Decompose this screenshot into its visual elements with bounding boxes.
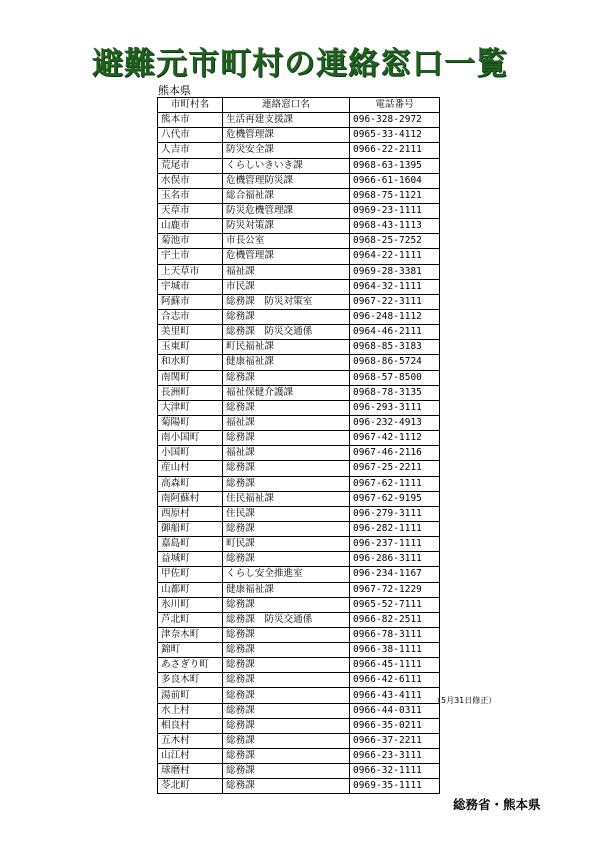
office-cell: 危機管理防災課 [223, 173, 350, 188]
table-body [158, 113, 440, 794]
page-title: 避難元市町村の連絡窓口一覧 [92, 46, 508, 82]
phone-cell: 0967-72-1229 [350, 582, 440, 597]
municipality-cell: 山江村 [158, 749, 223, 764]
office-cell: 福祉課 [223, 446, 350, 461]
municipality-cell: 五木村 [158, 733, 223, 748]
office-cell: 防災安全課 [223, 143, 350, 158]
phone-cell: 0966-23-3111 [350, 749, 440, 764]
office-cell: 健康福祉課 [223, 582, 350, 597]
table-row [158, 158, 440, 173]
table-row [158, 491, 440, 506]
table-row [158, 385, 440, 400]
municipality-cell: 錦町 [158, 643, 223, 658]
office-cell: 市民課 [223, 279, 350, 294]
table-row [158, 400, 440, 415]
municipality-cell: 山都町 [158, 582, 223, 597]
municipality-cell: 小国町 [158, 446, 223, 461]
office-cell: 福祉保健介護課 [223, 385, 350, 400]
table-row [158, 718, 440, 733]
municipality-cell: 人吉市 [158, 143, 223, 158]
table-row [158, 325, 440, 340]
municipality-cell: 美里町 [158, 325, 223, 340]
table-row [158, 643, 440, 658]
phone-cell: 0967-25-2211 [350, 461, 440, 476]
municipality-cell: 合志市 [158, 309, 223, 324]
phone-cell: 0968-75-1121 [350, 188, 440, 203]
office-cell: 総務課 [223, 749, 350, 764]
table-row [158, 764, 440, 779]
municipality-cell: あさぎり町 [158, 658, 223, 673]
office-cell: 総務課 [223, 521, 350, 536]
office-cell: 総務課 [223, 764, 350, 779]
phone-cell: 096-237-1111 [350, 537, 440, 552]
office-cell: 総務課 防災交通係 [223, 325, 350, 340]
municipality-cell: 西原村 [158, 506, 223, 521]
municipality-cell: 苓北町 [158, 779, 223, 794]
phone-cell: 0967-62-9195 [350, 491, 440, 506]
table-row [158, 703, 440, 718]
municipality-cell: 甲佐町 [158, 567, 223, 582]
table-row [158, 567, 440, 582]
office-cell: 危機管理課 [223, 249, 350, 264]
office-cell: 総務課 [223, 703, 350, 718]
table-row [158, 658, 440, 673]
table-row [158, 203, 440, 218]
table-row [158, 537, 440, 552]
office-cell: 総務課 [223, 688, 350, 703]
municipality-cell: 菊陽町 [158, 415, 223, 430]
municipality-cell: 湯前町 [158, 688, 223, 703]
municipality-cell: 氷川町 [158, 597, 223, 612]
phone-cell: 0964-32-1111 [350, 279, 440, 294]
table-row [158, 733, 440, 748]
table-row [158, 431, 440, 446]
office-cell: 総務課 [223, 309, 350, 324]
phone-cell: 096-248-1112 [350, 309, 440, 324]
column-header-office: 連絡窓口名 [223, 98, 350, 113]
table-row [158, 143, 440, 158]
footer-credit: 総務省・熊本県 [453, 797, 541, 812]
municipality-cell: 南阿蘇村 [158, 491, 223, 506]
office-cell: 総務課 [223, 658, 350, 673]
phone-cell: 0968-57-8500 [350, 370, 440, 385]
office-cell: 福祉課 [223, 264, 350, 279]
table-row [158, 173, 440, 188]
office-cell: 総務課 [223, 673, 350, 688]
municipality-cell: 熊本市 [158, 113, 223, 128]
municipality-cell: 水上村 [158, 703, 223, 718]
office-cell: 総務課 [223, 370, 350, 385]
municipality-cell: 宇城市 [158, 279, 223, 294]
phone-cell: 0967-22-3111 [350, 294, 440, 309]
phone-cell: 096-234-1167 [350, 567, 440, 582]
municipality-cell: 和水町 [158, 355, 223, 370]
office-cell: 住民課 [223, 506, 350, 521]
table-row [158, 476, 440, 491]
phone-cell: 0968-78-3135 [350, 385, 440, 400]
table-row [158, 446, 440, 461]
phone-cell: 0966-43-4111 [350, 688, 440, 703]
municipality-cell: 相良村 [158, 718, 223, 733]
phone-cell: 0968-25-7252 [350, 234, 440, 249]
office-cell: 総務課 防災対策室 [223, 294, 350, 309]
contact-table [157, 97, 440, 794]
phone-cell: 096-293-3111 [350, 400, 440, 415]
office-cell: 総務課 [223, 597, 350, 612]
municipality-cell: 産山村 [158, 461, 223, 476]
office-cell: 総務課 [223, 476, 350, 491]
office-cell: 町民課 [223, 537, 350, 552]
municipality-cell: 荒尾市 [158, 158, 223, 173]
municipality-cell: 大津町 [158, 400, 223, 415]
table-row [158, 521, 440, 536]
municipality-cell: 南関町 [158, 370, 223, 385]
phone-cell: 0968-43-1113 [350, 219, 440, 234]
table-row [158, 340, 440, 355]
table-row [158, 234, 440, 249]
office-cell: 総務課 [223, 431, 350, 446]
table-row [158, 612, 440, 627]
column-header-municipality: 市町村名 [158, 98, 223, 113]
table-row [158, 294, 440, 309]
phone-cell: 0966-78-3111 [350, 627, 440, 642]
municipality-cell: 嘉島町 [158, 537, 223, 552]
municipality-cell: 多良木町 [158, 673, 223, 688]
office-cell: 防災対策課 [223, 219, 350, 234]
office-cell: くらし安全推進室 [223, 567, 350, 582]
table-row [158, 113, 440, 128]
phone-cell: 0966-37-2211 [350, 733, 440, 748]
municipality-cell: 御船町 [158, 521, 223, 536]
phone-cell: 0964-46-2111 [350, 325, 440, 340]
phone-cell: 0965-33-4112 [350, 128, 440, 143]
table-row [158, 688, 440, 703]
phone-cell: 0966-22-2111 [350, 143, 440, 158]
office-cell: 市長公室 [223, 234, 350, 249]
revision-note: （5月31日修正） [433, 696, 497, 705]
phone-cell: 0968-63-1395 [350, 158, 440, 173]
table-row [158, 597, 440, 612]
table-row [158, 188, 440, 203]
table-row [158, 627, 440, 642]
table-row [158, 249, 440, 264]
office-cell: 生活再建支援課 [223, 113, 350, 128]
office-cell: 総務課 [223, 779, 350, 794]
table-row [158, 552, 440, 567]
phone-cell: 0966-42-6111 [350, 673, 440, 688]
phone-cell: 096-286-3111 [350, 552, 440, 567]
phone-cell: 0965-52-7111 [350, 597, 440, 612]
office-cell: 住民福祉課 [223, 491, 350, 506]
phone-cell: 0966-38-1111 [350, 643, 440, 658]
phone-cell: 0969-23-1111 [350, 203, 440, 218]
municipality-cell: 玉東町 [158, 340, 223, 355]
office-cell: 総務課 [223, 733, 350, 748]
phone-cell: 0966-82-2511 [350, 612, 440, 627]
phone-cell: 0966-32-1111 [350, 764, 440, 779]
municipality-cell: 芦北町 [158, 612, 223, 627]
phone-cell: 0968-86-5724 [350, 355, 440, 370]
municipality-cell: 山鹿市 [158, 219, 223, 234]
table-row [158, 415, 440, 430]
phone-cell: 0968-85-3183 [350, 340, 440, 355]
phone-cell: 0966-61-1604 [350, 173, 440, 188]
office-cell: 総務課 [223, 461, 350, 476]
municipality-cell: 益城町 [158, 552, 223, 567]
phone-cell: 096-282-1111 [350, 521, 440, 536]
municipality-cell: 南小国町 [158, 431, 223, 446]
office-cell: 総務課 [223, 643, 350, 658]
table-row [158, 128, 440, 143]
municipality-cell: 球磨村 [158, 764, 223, 779]
office-cell: 危機管理課 [223, 128, 350, 143]
phone-cell: 0966-35-0211 [350, 718, 440, 733]
table-row [158, 461, 440, 476]
phone-cell: 0966-44-0311 [350, 703, 440, 718]
municipality-cell: 水俣市 [158, 173, 223, 188]
municipality-cell: 玉名市 [158, 188, 223, 203]
table-row [158, 309, 440, 324]
office-cell: 健康福祉課 [223, 355, 350, 370]
phone-cell: 0966-45-1111 [350, 658, 440, 673]
table-row [158, 264, 440, 279]
table-row [158, 749, 440, 764]
phone-cell: 0964-22-1111 [350, 249, 440, 264]
municipality-cell: 長洲町 [158, 385, 223, 400]
phone-cell: 0967-62-1111 [350, 476, 440, 491]
municipality-cell: 宇土市 [158, 249, 223, 264]
phone-cell: 0969-28-3381 [350, 264, 440, 279]
office-cell: 総合福祉課 [223, 188, 350, 203]
phone-cell: 096-328-2972 [350, 113, 440, 128]
table-row [158, 506, 440, 521]
office-cell: 総務課 [223, 552, 350, 567]
municipality-cell: 天草市 [158, 203, 223, 218]
column-header-phone: 電話番号 [350, 98, 440, 113]
office-cell: 福祉課 [223, 415, 350, 430]
phone-cell: 096-232-4913 [350, 415, 440, 430]
table-header-row [158, 98, 440, 113]
table-row [158, 779, 440, 794]
office-cell: 総務課 [223, 400, 350, 415]
office-cell: くらしいきいき課 [223, 158, 350, 173]
table-row [158, 219, 440, 234]
municipality-cell: 上天草市 [158, 264, 223, 279]
municipality-cell: 津奈木町 [158, 627, 223, 642]
municipality-cell: 阿蘇市 [158, 294, 223, 309]
municipality-cell: 菊池市 [158, 234, 223, 249]
table-row [158, 370, 440, 385]
office-cell: 防災危機管理課 [223, 203, 350, 218]
phone-cell: 096-279-3111 [350, 506, 440, 521]
table-row [158, 582, 440, 597]
office-cell: 町民福祉課 [223, 340, 350, 355]
table-row [158, 279, 440, 294]
phone-cell: 0969-35-1111 [350, 779, 440, 794]
table-row [158, 673, 440, 688]
phone-cell: 0967-42-1112 [350, 431, 440, 446]
municipality-cell: 高森町 [158, 476, 223, 491]
table-row [158, 355, 440, 370]
phone-cell: 0967-46-2116 [350, 446, 440, 461]
office-cell: 総務課 [223, 718, 350, 733]
office-cell: 総務課 防災交通係 [223, 612, 350, 627]
office-cell: 総務課 [223, 627, 350, 642]
prefecture-label: 熊本県 [158, 84, 191, 97]
municipality-cell: 八代市 [158, 128, 223, 143]
